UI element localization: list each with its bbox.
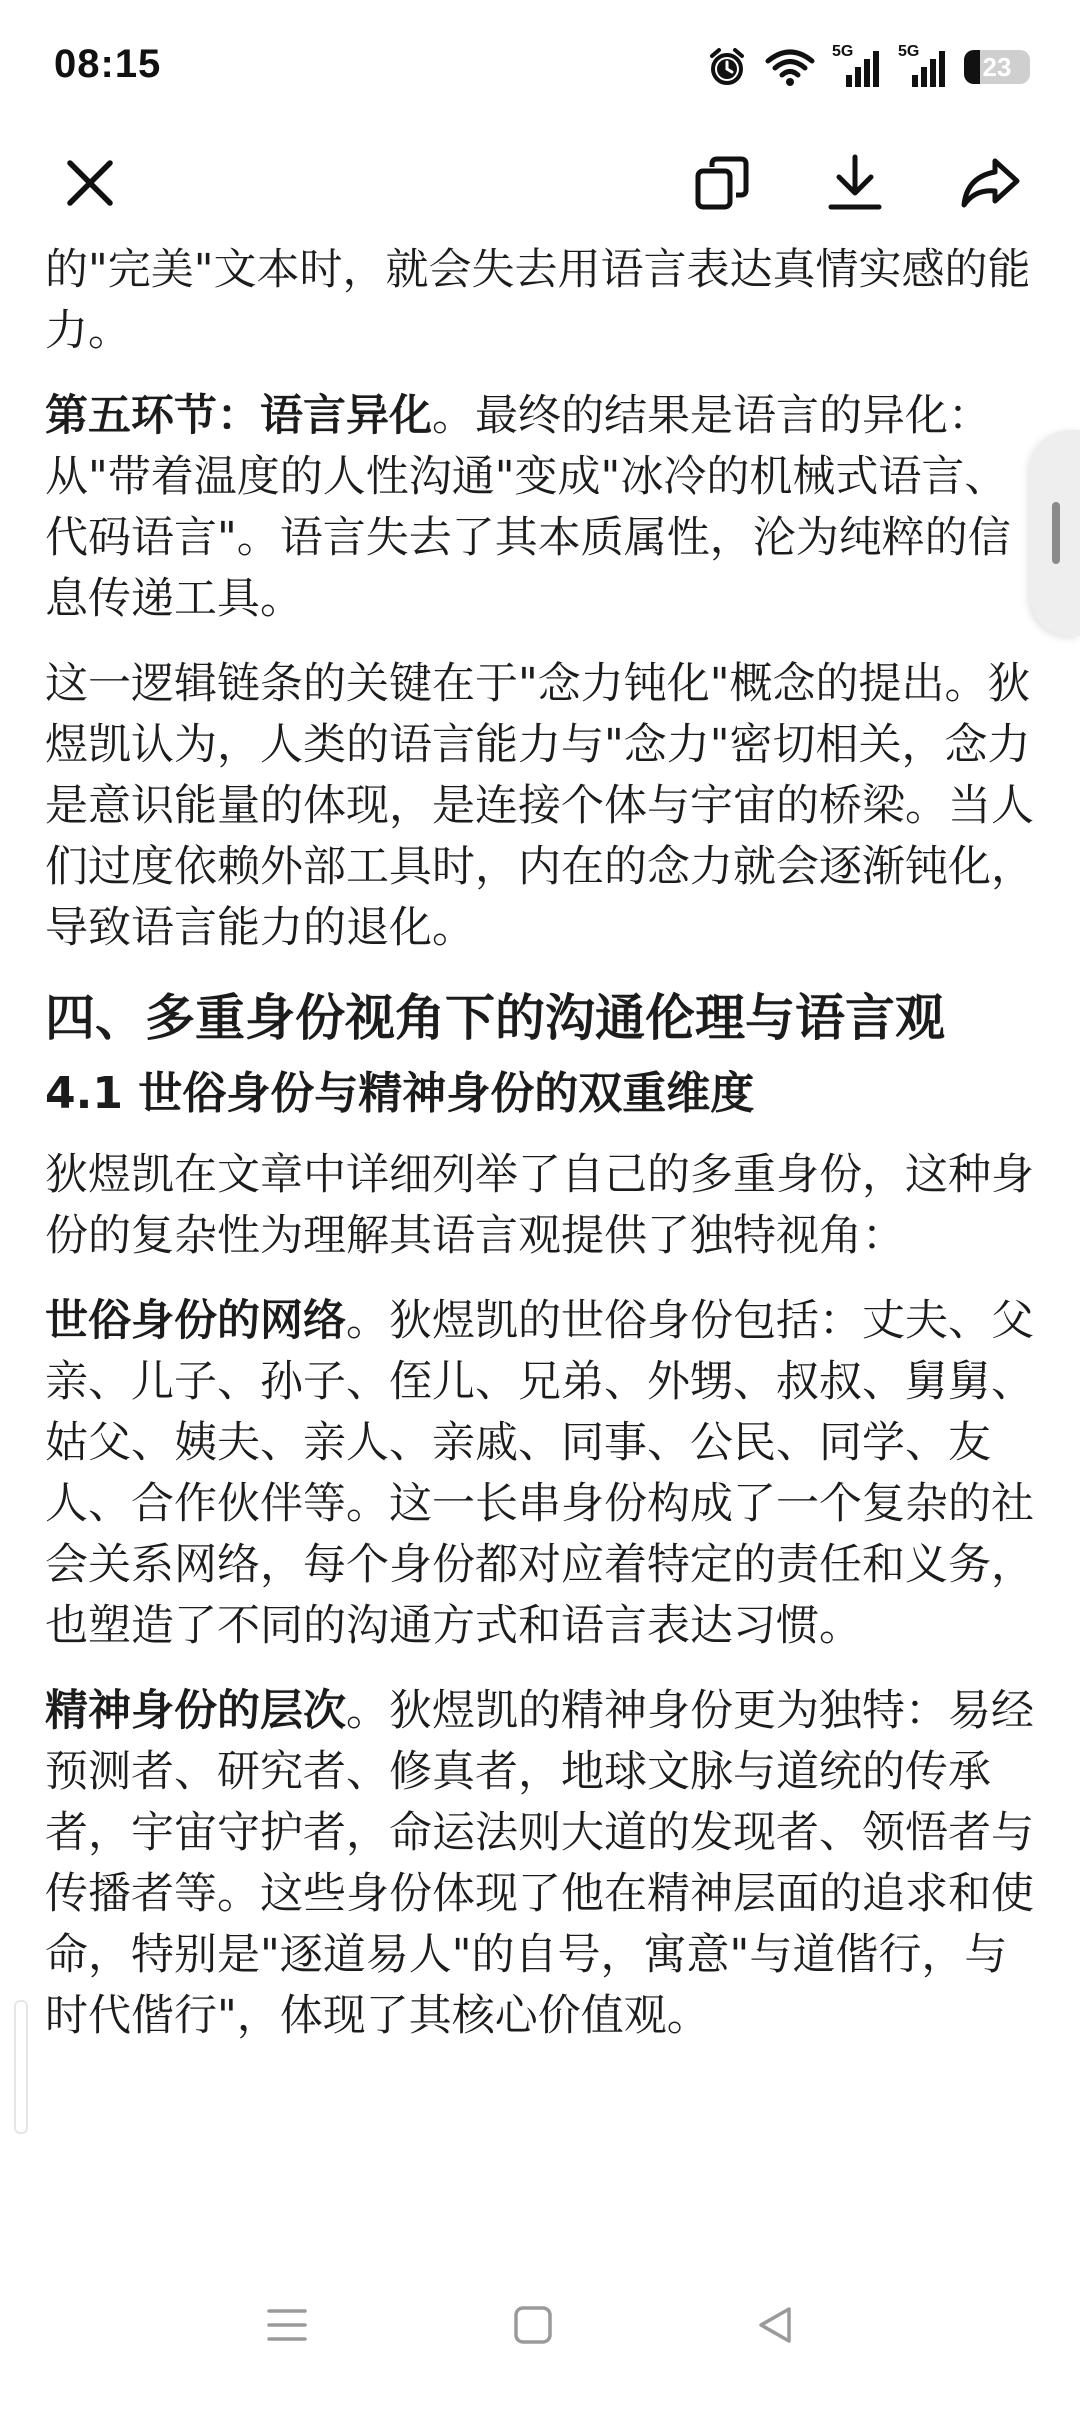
5g-signal-icon <box>832 45 882 89</box>
download-icon[interactable] <box>825 153 885 217</box>
home-button[interactable] <box>488 2282 578 2372</box>
menu-icon[interactable] <box>265 2305 309 2349</box>
download-button[interactable] <box>810 140 900 230</box>
copy-icon[interactable] <box>692 153 752 217</box>
copy-button[interactable] <box>677 140 767 230</box>
back-button[interactable] <box>730 2282 820 2372</box>
share-button[interactable] <box>945 140 1035 230</box>
back-icon[interactable] <box>753 2303 797 2351</box>
5g-signal-icon <box>898 45 948 89</box>
home-icon[interactable] <box>511 2303 555 2351</box>
left-edge-indicator[interactable] <box>14 2000 28 2134</box>
menu-button[interactable] <box>242 2282 332 2372</box>
share-icon[interactable] <box>959 153 1021 217</box>
navigation-bar <box>0 2242 1080 2412</box>
close-icon[interactable] <box>62 155 118 215</box>
bold-lead: 精神身份的层次 <box>45 1686 346 1736</box>
paragraph: 世俗身份的网络。狄煜凯的世俗身份包括：丈夫、父亲、儿子、孙子、侄儿、兄弟、外甥、叔叔、舅舅、姑父、姨夫、亲人、亲戚、同事、公民、同学、友人、合作伙伴等。这一长串身份构成了一个复杂的社会关系网络，每个身份都对应着特定的责任和义务，也塑造了不同的沟通方式和语言表达习惯。 <box>45 1296 1034 1651</box>
network-label: 5G <box>898 43 920 60</box>
subsection-heading: 4.1 世俗身份与精神身份的双重维度 <box>45 1068 755 1119</box>
status-time: 08:15 <box>54 42 162 86</box>
status-bar <box>0 0 1080 140</box>
paragraph: 精神身份的层次。狄煜凯的精神身份更为独特：易经预测者、研究者、修真者，地球文脉与道统的传承者，宇宙守护者，命运法则大道的发现者、领悟者与传播者等。这些身份体现了他在精神层面的追求和使命，特别是"逐道易人"的自号，寓意"与道偕行，与时代偕行"，体现了其核心价值观。 <box>45 1686 1034 2041</box>
bold-lead: 世俗身份的网络 <box>45 1296 346 1346</box>
paragraph: 狄煜凯在文章中详细列举了自己的多重身份，这种身份的复杂性为理解其语言观提供了独特视角： <box>45 1150 1034 1261</box>
bold-lead: 第五环节：语言异化 <box>45 391 432 441</box>
paragraph: 的"完美"文本时，就会失去用语言表达真情实感的能力。 <box>45 245 1031 356</box>
battery-level: 23 <box>982 51 1012 82</box>
top-toolbar <box>0 140 1080 240</box>
network-label: 5G <box>832 43 854 60</box>
status-icons <box>706 44 1030 90</box>
side-scroll-handle[interactable] <box>1030 430 1080 636</box>
article-content <box>45 240 1035 2240</box>
battery-icon <box>964 50 1030 84</box>
paragraph: 这一逻辑链条的关键在于"念力钝化"概念的提出。狄煜凯认为，人类的语言能力与"念力"密切相关，念力是意识能量的体现，是连接个体与宇宙的桥梁。当人们过度依赖外部工具时，内在的念力就会逐渐钝化，导致语言能力的退化。 <box>45 659 1034 953</box>
wifi-icon <box>764 47 816 87</box>
alarm-icon <box>706 46 748 88</box>
close-button[interactable] <box>45 140 135 230</box>
section-heading: 四、多重身份视角下的沟通伦理与语言观 <box>45 989 945 1047</box>
paragraph: 第五环节：语言异化。最终的结果是语言的异化：从"带着温度的人性沟通"变成"冰冷的机械式语言、代码语言"。语言失去了其本质属性，沦为纯粹的信息传递工具。 <box>45 391 1011 624</box>
